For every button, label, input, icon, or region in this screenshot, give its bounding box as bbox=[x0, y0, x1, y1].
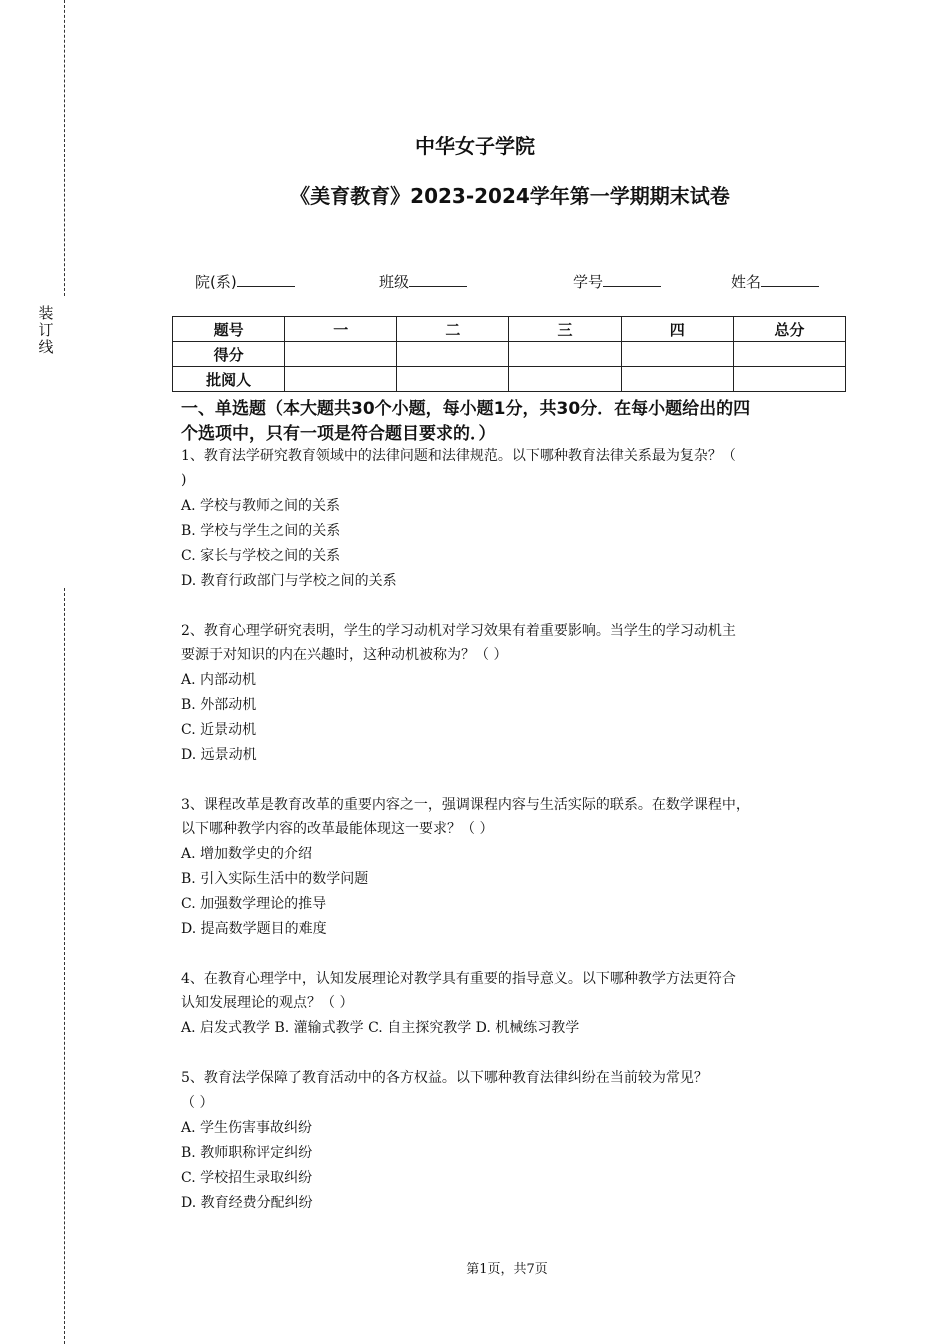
grader-cell[interactable] bbox=[733, 367, 845, 392]
question-4-stem: 4、在教育心理学中，认知发展理论对教学具有重要的指导意义。以下哪种教学方法更符合 bbox=[181, 971, 736, 987]
score-row-label: 得分 bbox=[173, 342, 285, 367]
score-cell[interactable] bbox=[397, 342, 509, 367]
student-id-label: 学号 bbox=[573, 273, 604, 291]
score-cell[interactable] bbox=[733, 342, 845, 367]
binding-dashed-line-bottom bbox=[64, 588, 65, 1344]
question-5-stem: 5、教育法学保障了教育活动中的各方权益。以下哪种教育法律纠纷在当前较为常见？ bbox=[181, 1070, 708, 1086]
class-blank[interactable] bbox=[409, 270, 467, 287]
question-1-option-a: A. 学校与教师之间的关系 bbox=[181, 498, 341, 514]
name-blank[interactable] bbox=[761, 270, 819, 287]
grader-cell[interactable] bbox=[509, 367, 621, 392]
question-1-option-b: B. 学校与学生之间的关系 bbox=[181, 523, 341, 539]
question-5-option-c: C. 学校招生录取纠纷 bbox=[181, 1170, 313, 1186]
exam-title: 《美育教育》2023-2024学年第一学期期末试卷 bbox=[290, 184, 730, 208]
score-col-header: 题号 bbox=[173, 317, 285, 342]
question-5-option-d: D. 教育经费分配纠纷 bbox=[181, 1195, 313, 1211]
score-col-header: 总分 bbox=[733, 317, 845, 342]
question-3-stem: 以下哪种教学内容的改革最能体现这一要求？（ ） bbox=[181, 821, 494, 837]
score-cell[interactable] bbox=[509, 342, 621, 367]
score-table bbox=[172, 316, 846, 392]
question-3-option-d: D. 提高数学题目的难度 bbox=[181, 921, 327, 937]
question-2-stem: 2、教育心理学研究表明，学生的学习动机对学习效果有着重要影响。当学生的学习动机主 bbox=[181, 623, 736, 639]
class-field[interactable] bbox=[379, 270, 467, 292]
question-4-stem: 认知发展理论的观点？（ ） bbox=[181, 995, 354, 1011]
department-blank[interactable] bbox=[237, 270, 295, 287]
question-5-option-a: A. 学生伤害事故纠纷 bbox=[181, 1120, 313, 1136]
question-1-option-d: D. 教育行政部门与学校之间的关系 bbox=[181, 573, 397, 589]
question-1-stem: 1、教育法学研究教育领域中的法律问题和法律规范。以下哪种教育法律关系最为复杂？（ bbox=[181, 448, 736, 464]
score-col-header: 二 bbox=[397, 317, 509, 342]
score-table-header-row bbox=[173, 317, 846, 342]
binding-char: 装 bbox=[38, 304, 54, 322]
class-label: 班级 bbox=[379, 273, 410, 291]
name-label: 姓名 bbox=[731, 273, 762, 291]
question-2-option-c: C. 近景动机 bbox=[181, 722, 257, 738]
question-5-stem: （ ） bbox=[181, 1095, 214, 1111]
question-3-option-a: A. 增加数学史的介绍 bbox=[181, 846, 313, 862]
binding-char: 订 bbox=[38, 321, 54, 339]
question-1-option-c: C. 家长与学校之间的关系 bbox=[181, 548, 341, 564]
department-label: 院(系) bbox=[195, 273, 237, 291]
section-heading-line: 一、单选题（本大题共30个小题，每小题1分，共30分．在每小题给出的四 bbox=[181, 399, 751, 419]
question-2-option-a: A. 内部动机 bbox=[181, 672, 257, 688]
name-field[interactable] bbox=[731, 270, 819, 292]
page-number: 第1页，共7页 bbox=[466, 1262, 548, 1277]
question-2-stem: 要源于对知识的内在兴趣时，这种动机被称为？（ ） bbox=[181, 647, 508, 663]
score-col-header: 一 bbox=[285, 317, 397, 342]
section-heading-line: 个选项中，只有一项是符合题目要求的．） bbox=[181, 424, 496, 444]
question-2-option-d: D. 远景动机 bbox=[181, 747, 257, 763]
score-col-header: 四 bbox=[621, 317, 733, 342]
grader-cell[interactable] bbox=[397, 367, 509, 392]
score-col-header: 三 bbox=[509, 317, 621, 342]
binding-line-label bbox=[38, 305, 54, 356]
grader-cell[interactable] bbox=[621, 367, 733, 392]
question-3-option-b: B. 引入实际生活中的数学问题 bbox=[181, 871, 369, 887]
question-3-option-c: C. 加强数学理论的推导 bbox=[181, 896, 327, 912]
institution-title: 中华女子学院 bbox=[415, 134, 535, 158]
section-one-heading bbox=[181, 397, 841, 447]
student-info-row bbox=[0, 270, 950, 294]
question-5-option-b: B. 教师职称评定纠纷 bbox=[181, 1145, 313, 1161]
question-1-stem: ) bbox=[181, 472, 187, 488]
score-cell[interactable] bbox=[285, 342, 397, 367]
binding-char: 线 bbox=[38, 338, 54, 356]
student-id-field[interactable] bbox=[573, 270, 661, 292]
question-3-stem: 3、课程改革是教育改革的重要内容之一，强调课程内容与生活实际的联系。在数学课程中， bbox=[181, 797, 750, 813]
grader-cell[interactable] bbox=[285, 367, 397, 392]
grader-row bbox=[173, 367, 846, 392]
department-field[interactable] bbox=[195, 270, 295, 292]
question-2-option-b: B. 外部动机 bbox=[181, 697, 257, 713]
score-row bbox=[173, 342, 846, 367]
grader-row-label: 批阅人 bbox=[173, 367, 285, 392]
student-id-blank[interactable] bbox=[603, 270, 661, 287]
question-4-options: A. 启发式教学 B. 灌输式教学 C. 自主探究教学 D. 机械练习教学 bbox=[181, 1020, 580, 1036]
score-cell[interactable] bbox=[621, 342, 733, 367]
